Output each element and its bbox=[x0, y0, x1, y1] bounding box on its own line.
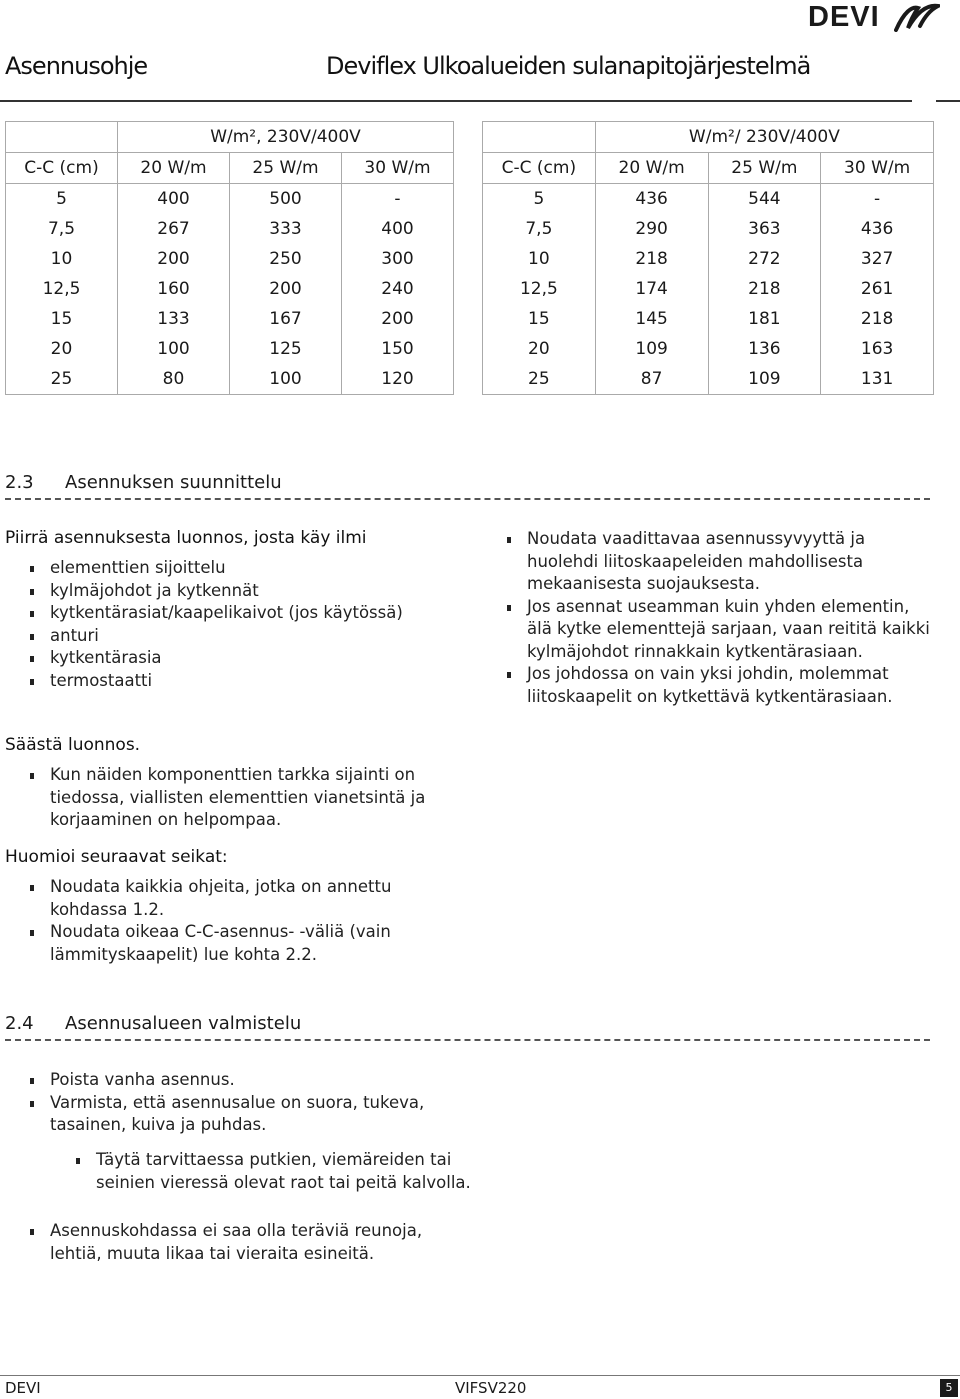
table-cell: 363 bbox=[708, 214, 821, 244]
footer-code: VIFSV220 bbox=[455, 1379, 527, 1397]
table-column-header: C-C (cm) bbox=[6, 153, 118, 184]
list-item: anturi bbox=[5, 625, 445, 648]
table-row bbox=[6, 274, 454, 304]
table-column-header: 30 W/m bbox=[821, 153, 934, 184]
table-title-row bbox=[483, 122, 934, 153]
list-item: Kun näiden komponenttien tarkka sijainti on tiedossa, viallisten elementtien vianetsintä ja korjaaminen on helpompaa. bbox=[5, 764, 435, 832]
table-cell: 200 bbox=[230, 274, 342, 304]
table-row bbox=[483, 274, 934, 304]
list-item: Noudata oikeaa C-C-asennus- -väliä (vain lämmityskaapelit) lue kohta 2.2. bbox=[5, 921, 415, 966]
doc-title: Deviflex Ulkoalueiden sulanapitojärjestelmä bbox=[326, 52, 811, 80]
table-cell: 333 bbox=[230, 214, 342, 244]
table-cell: 436 bbox=[595, 184, 708, 215]
table-cell: 200 bbox=[118, 244, 230, 274]
list-item: termostaatti bbox=[5, 670, 445, 693]
table-cell: 218 bbox=[821, 304, 934, 334]
prep-after-list bbox=[5, 1220, 445, 1265]
table-cell: 500 bbox=[230, 184, 342, 215]
table-cell: 131 bbox=[821, 364, 934, 395]
list-item: Poista vanha asennus. bbox=[5, 1069, 445, 1092]
table-cell: 400 bbox=[118, 184, 230, 215]
table-corner-cell bbox=[6, 122, 118, 153]
logo-swoosh-icon bbox=[894, 2, 940, 32]
table-cell: 167 bbox=[230, 304, 342, 334]
list-item: kytkentärasia bbox=[5, 647, 445, 670]
table-cell: 12,5 bbox=[483, 274, 596, 304]
table-cell: 174 bbox=[595, 274, 708, 304]
header-rule bbox=[0, 100, 912, 102]
intro-heading: Piirrä asennuksesta luonnos, josta käy ilmi bbox=[5, 528, 367, 548]
table-row bbox=[6, 304, 454, 334]
table-cell: 109 bbox=[708, 364, 821, 395]
table-cell: 5 bbox=[483, 184, 596, 215]
table-row bbox=[483, 334, 934, 364]
table-cell: 133 bbox=[118, 304, 230, 334]
table-cell: 100 bbox=[230, 364, 342, 395]
list-item: Täytä tarvittaessa putkien, viemäreiden tai seinien vieressä olevat raot tai peitä kalvolla. bbox=[51, 1149, 471, 1194]
doc-type: Asennusohje bbox=[5, 52, 148, 80]
section-number: 2.4 bbox=[5, 1013, 34, 1034]
table-title-row bbox=[6, 122, 454, 153]
table-cell: 12,5 bbox=[6, 274, 118, 304]
prep-list bbox=[5, 1069, 445, 1137]
table-cell: - bbox=[342, 184, 454, 215]
table-row bbox=[6, 244, 454, 274]
table-cell: 272 bbox=[708, 244, 821, 274]
list-item: Jos asennat useamman kuin yhden elementin, älä kytke elementtejä sarjaan, vaan reititä kaikki kylmäjohdot rinnakkain kytkentärasiaan. bbox=[482, 596, 930, 664]
section-heading: Asennusalueen valmistelu bbox=[65, 1013, 302, 1034]
table-cell: 150 bbox=[342, 334, 454, 364]
table-column-header: C-C (cm) bbox=[483, 153, 596, 184]
table-cell: 125 bbox=[230, 334, 342, 364]
section-2-3-title bbox=[5, 472, 605, 496]
table-cell: 7,5 bbox=[6, 214, 118, 244]
table-cell: 250 bbox=[230, 244, 342, 274]
list-item: kylmäjohdot ja kytkennät bbox=[5, 580, 445, 603]
table-cell: - bbox=[821, 184, 934, 215]
list-item: kytkentärasiat/kaapelikaivot (jos käytössä) bbox=[5, 602, 445, 625]
table-cell: 240 bbox=[342, 274, 454, 304]
table-row bbox=[6, 214, 454, 244]
section-2-4-title bbox=[5, 1013, 605, 1037]
list-item: Jos johdossa on vain yksi johdin, molemmat liitoskaapelit on kytkettävä kytkentärasiaan. bbox=[482, 663, 930, 708]
table-cell: 20 bbox=[483, 334, 596, 364]
table-cell: 25 bbox=[6, 364, 118, 395]
table-row bbox=[6, 184, 454, 215]
table-row bbox=[483, 364, 934, 395]
table-cell: 261 bbox=[821, 274, 934, 304]
power-table-right bbox=[482, 121, 934, 395]
section-divider bbox=[5, 498, 930, 500]
save-list bbox=[5, 764, 435, 832]
table-corner-cell bbox=[483, 122, 596, 153]
devi-logo bbox=[808, 0, 938, 38]
section-heading: Asennuksen suunnittelu bbox=[65, 472, 282, 493]
table-cell: 20 bbox=[6, 334, 118, 364]
list-item: Noudata vaadittavaa asennussyvyyttä ja huolehdi liitoskaapeleiden mahdollisesta mekaanisesta suojauksesta. bbox=[482, 528, 930, 596]
header-rule-right bbox=[936, 100, 960, 102]
table-cell: 218 bbox=[708, 274, 821, 304]
table-row bbox=[6, 334, 454, 364]
table-cell: 136 bbox=[708, 334, 821, 364]
table-row bbox=[483, 244, 934, 274]
table-title: W/m²/ 230V/400V bbox=[595, 122, 933, 153]
save-heading: Säästä luonnos. bbox=[5, 735, 141, 755]
intro-list bbox=[5, 557, 445, 692]
note-heading: Huomioi seuraavat seikat: bbox=[5, 847, 228, 867]
table-cell: 267 bbox=[118, 214, 230, 244]
footer-brand: DEVI bbox=[5, 1379, 41, 1397]
table-cell: 87 bbox=[595, 364, 708, 395]
prep-sub-list bbox=[51, 1149, 471, 1194]
page-number: 5 bbox=[940, 1379, 958, 1397]
power-table-left bbox=[5, 121, 454, 395]
table-cell: 15 bbox=[483, 304, 596, 334]
note-list bbox=[5, 876, 415, 966]
table-cell: 200 bbox=[342, 304, 454, 334]
table-row bbox=[483, 304, 934, 334]
table-cell: 120 bbox=[342, 364, 454, 395]
table-cell: 10 bbox=[483, 244, 596, 274]
list-item: Asennuskohdassa ei saa olla teräviä reunoja, lehtiä, muuta likaa tai vieraita esineitä. bbox=[5, 1220, 445, 1265]
section-number: 2.3 bbox=[5, 472, 34, 493]
table-column-header: 20 W/m bbox=[118, 153, 230, 184]
table-cell: 218 bbox=[595, 244, 708, 274]
page-footer bbox=[0, 1375, 960, 1399]
list-item: Noudata kaikkia ohjeita, jotka on annettu kohdassa 1.2. bbox=[5, 876, 415, 921]
table-header-row bbox=[6, 153, 454, 184]
table-cell: 10 bbox=[6, 244, 118, 274]
table-column-header: 25 W/m bbox=[230, 153, 342, 184]
table-cell: 400 bbox=[342, 214, 454, 244]
table-column-header: 30 W/m bbox=[342, 153, 454, 184]
table-cell: 290 bbox=[595, 214, 708, 244]
table-cell: 181 bbox=[708, 304, 821, 334]
table-cell: 544 bbox=[708, 184, 821, 215]
table-cell: 5 bbox=[6, 184, 118, 215]
table-row bbox=[483, 184, 934, 215]
table-cell: 100 bbox=[118, 334, 230, 364]
table-cell: 327 bbox=[821, 244, 934, 274]
table-row bbox=[483, 214, 934, 244]
table-cell: 7,5 bbox=[483, 214, 596, 244]
table-cell: 80 bbox=[118, 364, 230, 395]
table-cell: 300 bbox=[342, 244, 454, 274]
right-column-list bbox=[482, 528, 930, 708]
table-row bbox=[6, 364, 454, 395]
table-column-header: 25 W/m bbox=[708, 153, 821, 184]
table-cell: 15 bbox=[6, 304, 118, 334]
logo-wordmark: DEVI bbox=[808, 1, 880, 33]
table-header-row bbox=[483, 153, 934, 184]
table-cell: 109 bbox=[595, 334, 708, 364]
table-cell: 160 bbox=[118, 274, 230, 304]
table-cell: 145 bbox=[595, 304, 708, 334]
table-cell: 163 bbox=[821, 334, 934, 364]
list-item: Varmista, että asennusalue on suora, tukeva, tasainen, kuiva ja puhdas. bbox=[5, 1092, 445, 1137]
section-divider bbox=[5, 1039, 930, 1041]
table-title: W/m², 230V/400V bbox=[118, 122, 454, 153]
table-cell: 436 bbox=[821, 214, 934, 244]
footer-rule bbox=[0, 1375, 960, 1376]
table-cell: 25 bbox=[483, 364, 596, 395]
list-item: elementtien sijoittelu bbox=[5, 557, 445, 580]
table-column-header: 20 W/m bbox=[595, 153, 708, 184]
